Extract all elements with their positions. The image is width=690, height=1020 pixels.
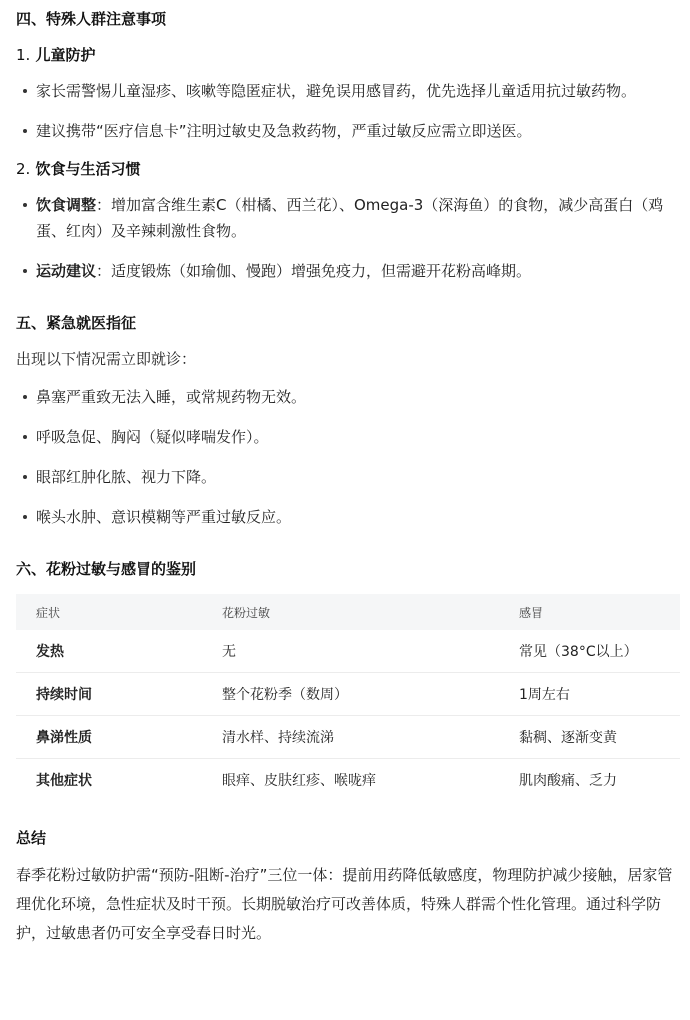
subsection-2-title: 饮食与生活习惯 [35, 160, 141, 178]
table-row [16, 630, 680, 673]
section-4-heading: 四、特殊人群注意事项 [16, 10, 167, 28]
table-header-cell: 症状 [36, 605, 61, 620]
table-header-cell: 花粉过敏 [222, 605, 271, 620]
item-label: 运动建议 [36, 262, 97, 280]
table-row [16, 716, 680, 759]
section-5-intro: 出现以下情况需立即就诊： [16, 350, 197, 368]
table-header-cell: 感冒 [519, 605, 544, 620]
table-cell: 清水样、持续流涕 [202, 716, 499, 759]
subsection-2-heading [16, 158, 674, 180]
table-header-row [16, 594, 680, 630]
table-cell: 发热 [16, 630, 202, 673]
table-cell: 眼痒、皮肤红疹、喉咙痒 [222, 773, 376, 789]
table-cell: 持续时间 [16, 673, 202, 716]
summary-text: 春季花粉过敏防护需“预防-阻断-治疗”三位一体：提前用药降低敏感度，物理防护减少接触，居家管理优化环境，急性症状及时干预。长期脱敏治疗可改善体质，特殊人群需个性化管理。通过科学防护，过敏患者仍可安全享受春日时光。 [16, 866, 673, 942]
item-text: ：适度锻炼（如瑜伽、慢跑）增强免疫力，但需避开花粉高峰期。 [96, 262, 532, 280]
list-item: 鼻塞严重致无法入睡，或常规药物无效。 [16, 384, 674, 410]
table-cell: 常见（38°C以上） [499, 630, 680, 673]
section-5-heading: 五、紧急就医指征 [16, 314, 137, 332]
table-cell: 其他症状 [36, 773, 92, 789]
subsection-1-number: 1. [16, 46, 31, 64]
item-text: ：增加富含维生素C（柑橘、西兰花）、Omega-3（深海鱼）的食物，减少高蛋白（鸡蛋、红肉）及辛辣刺激性食物。 [36, 196, 664, 240]
subsection-1-heading [16, 44, 674, 66]
table-cell: 鼻涕性质 [16, 716, 202, 759]
table-row [16, 759, 680, 802]
table-row [16, 673, 680, 716]
list-item: 喉头水肿、意识模糊等严重过敏反应。 [16, 504, 674, 530]
item-label: 饮食调整 [36, 196, 97, 214]
table-cell: 黏稠、逐渐变黄 [499, 716, 680, 759]
table-cell: 整个花粉季（数周） [202, 673, 499, 716]
subsection-2-number: 2. [16, 160, 31, 178]
child-protection-list [16, 78, 674, 144]
table-cell: 1周左右 [499, 673, 680, 716]
list-item: 眼部红肿化脓、视力下降。 [16, 464, 674, 490]
list-item: 呼吸急促、胸闷（疑似哮喘发作）。 [16, 424, 674, 450]
summary-heading: 总结 [16, 829, 47, 847]
table-cell: 无 [202, 630, 499, 673]
section-6-heading: 六、花粉过敏与感冒的鉴别 [16, 560, 197, 578]
list-item: 家长需警惕儿童湿疹、咳嗽等隐匿症状，避免误用感冒药，优先选择儿童适用抗过敏药物。 [16, 78, 674, 104]
emergency-signs-list [16, 384, 674, 530]
comparison-table [16, 594, 680, 801]
diet-lifestyle-list [16, 192, 674, 284]
list-item [16, 258, 674, 284]
subsection-1-title: 儿童防护 [35, 46, 96, 64]
list-item [16, 192, 674, 244]
table-cell: 肌肉酸痛、乏力 [519, 773, 617, 789]
list-item: 建议携带“医疗信息卡”注明过敏史及急救药物，严重过敏反应需立即送医。 [16, 118, 674, 144]
